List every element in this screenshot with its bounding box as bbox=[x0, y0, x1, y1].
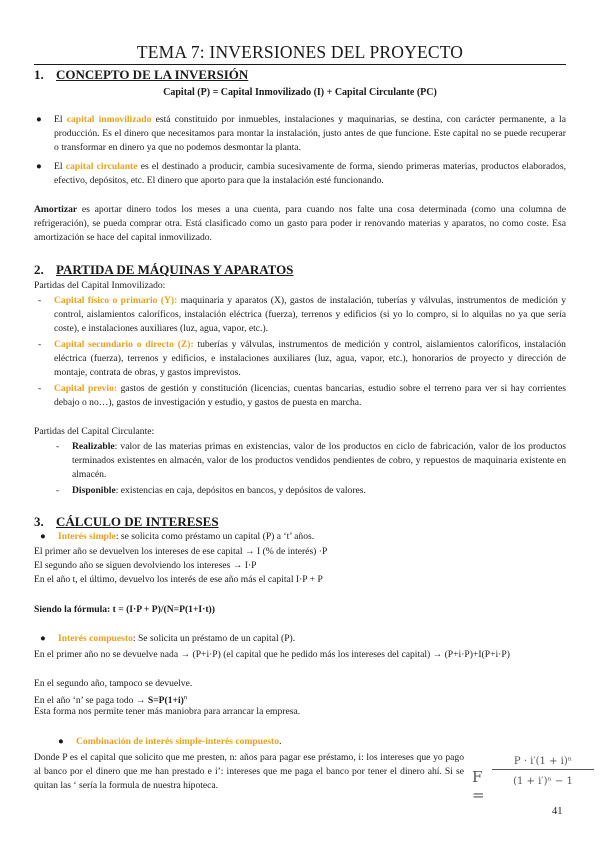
text: El bbox=[54, 161, 66, 172]
bullet-marker: ● bbox=[40, 633, 46, 644]
dash-marker: - bbox=[56, 441, 60, 452]
formula-denominator: (1 + i′)ⁿ − 1 bbox=[513, 776, 573, 787]
bullet-capital-circulante bbox=[36, 160, 566, 188]
item-capital-fisico bbox=[38, 294, 567, 337]
section-title: CÁLCULO DE INTERESES bbox=[56, 514, 219, 529]
text: En el año ‘n’ se paga todo → bbox=[34, 695, 148, 707]
highlight-term: Combinación de interés simple-interés compuesto bbox=[76, 736, 280, 747]
highlight-term: Capital físico o primario (Y): bbox=[54, 295, 178, 306]
highlight-term: capital circulante bbox=[65, 161, 138, 172]
formula-lhs: F = bbox=[472, 768, 485, 804]
bullet-text: es el destinado a producir, cambia sucesivamente de forma, siendo primeras materias, productos elaborados, efectivo, depósitos, etc. El dinero que aporto para que la instalación esté funcionando. bbox=[54, 161, 566, 187]
highlight-term: Interés compuesto bbox=[58, 633, 133, 644]
simple-line-2: El segundo año se siguen devolviendo los intereses → I·P bbox=[34, 560, 257, 571]
section-2-heading bbox=[34, 262, 293, 278]
formula-simple: Siendo la fórmula: t = (I·P + P)/(N=P(1+I·t)) bbox=[34, 604, 215, 615]
section-number: 1. bbox=[34, 67, 44, 82]
bold-term: Realizable bbox=[72, 441, 115, 452]
compuesto-line-2: En el segundo año, tampoco se devuelve. bbox=[34, 678, 193, 689]
item-disponible bbox=[56, 484, 566, 498]
section-3-heading bbox=[34, 514, 219, 530]
item-text: : existencias en caja, depósitos en bancos, y depósitos de valores. bbox=[115, 485, 366, 496]
compuesto-line-1: En el primer año no se devuelve nada → (P+i·P) (el capital que he pedido más los intereses del capital) → (P+i·P)+I(P+i·P) bbox=[34, 649, 510, 660]
item-text: : valor de las materias primas en existencias, valor de los productos en ciclo de fabricación, valor de los productos terminados existentes en almacén, valor de los productos vendidos pendientes de cobro, y repuestos de maquinaria existente en almacén. bbox=[72, 441, 566, 481]
simple-line-1: El primer año se devuelven los intereses de ese capital → I (% de interés) ·P bbox=[34, 546, 328, 557]
simple-line-3: En el año t, el último, devuelvo los interés de ese año más el capital I·P + P bbox=[34, 574, 323, 585]
highlight-term: Capital secundario o directo (Z): bbox=[54, 339, 194, 350]
bullet-marker: ● bbox=[36, 114, 42, 125]
punct: . bbox=[279, 736, 282, 747]
paragraph-amortizar bbox=[34, 203, 566, 246]
bullet-text: : Se solicita un préstamo de un capital (P). bbox=[132, 633, 296, 644]
page-title: TEMA 7: INVERSIONES DEL PROYECTO bbox=[34, 42, 566, 65]
combinacion-text: Donde P es el capital que solicito que me presten, n: años para pagar ese préstamo, i: los intereses que yo pago al banco por el dinero que me han prestado e i’: intereses que me paga el banco por tener el dinero ahí. Si se quitan las ‘ sería la formula de nuestra hipoteca. bbox=[34, 752, 464, 792]
section-number: 3. bbox=[34, 514, 44, 529]
capital-formula: Capital (P) = Capital Inmovilizado (I) + Capital Circulante (PC) bbox=[163, 87, 437, 98]
item-capital-previo bbox=[38, 382, 566, 410]
section-title: CONCEPTO DE LA INVERSIÓN bbox=[56, 67, 249, 82]
dash-marker: - bbox=[38, 383, 42, 394]
item-realizable bbox=[56, 440, 566, 483]
highlight-term: Capital previo: bbox=[54, 383, 118, 394]
text: El bbox=[54, 114, 67, 125]
bullet-marker: ● bbox=[40, 531, 46, 542]
dash-marker: - bbox=[38, 339, 42, 350]
item-text: maquinaria y aparatos (X), gastos de instalación, tuberías y válvulas, instrumentos de medición y control, aislamientos caloríficos, instalación eléctrica (fuerza), terrenos y edificios (si yo lo compro, si lo alquilas no ya que sería coste), e instalaciones auxiliares (luz, agua, vapor, etc.). bbox=[54, 295, 567, 335]
formula-s: S=P(1+i) bbox=[147, 695, 184, 707]
bullet-interes-compuesto bbox=[40, 632, 566, 646]
item-capital-secundario bbox=[38, 338, 566, 381]
section-1-heading bbox=[34, 67, 248, 83]
bold-term: Disponible bbox=[72, 485, 116, 496]
section-title: PARTIDA DE MÁQUINAS Y APARATOS bbox=[56, 262, 294, 277]
bullet-marker: ● bbox=[58, 736, 64, 747]
exponent: n bbox=[183, 694, 188, 701]
compuesto-line-4: Esta forma nos permite tener más maniobra para arrancar la empresa. bbox=[34, 706, 301, 717]
dash-marker: - bbox=[56, 485, 60, 496]
bullet-text: está constituido por inmuebles, instalaciones y maquinarias, se destina, con carácter permanente, a la producción. Es el dinero que necesitamos para montar la instalación, justo antes de que funcione. Este capital no se puede recuperar o transformar en dinero ya que no podemos desmontar la planta. bbox=[54, 114, 566, 154]
highlight-term: Interés simple bbox=[58, 531, 116, 542]
page-number: 41 bbox=[552, 806, 563, 817]
item-text: tuberías y válvulas, instrumentos de medición y control, aislamientos caloríficos, instalación eléctrica (fuerza), terrenos y edificios, e instalaciones auxiliares (luz, agua, vapor, etc.), honorarios de proyecto y dirección de montaje, contrata de obras, y gastos imprevistos. bbox=[54, 339, 566, 379]
highlight-term: capital inmovilizado bbox=[66, 114, 152, 125]
item-text: gastos de gestión y constitución (licencias, cuentas bancarias, estudio sobre el terreno para ver si hay corrientes debajo o no…), gastos de investigación y estudio, y gastos de puesta en marcha. bbox=[54, 383, 566, 409]
paragraph-text: es aportar dinero todos los meses a una cuenta, para cuando nos falte una cosa determinada (como una columna de refrigeración), se pueda comprar otra. Está clasificado como un gasto para poder ir renovando materias y aparatos, no como coste. Esa amortización se hace del capital inmovilizado. bbox=[34, 204, 566, 244]
bullet-interes-simple bbox=[40, 530, 566, 544]
bullet-combinacion bbox=[58, 735, 566, 749]
bullet-capital-inmovilizado bbox=[36, 113, 566, 156]
formula-numerator: P · i′(1 + i)ⁿ bbox=[492, 756, 594, 770]
dash-marker: - bbox=[38, 295, 42, 306]
bold-term: Amortizar bbox=[34, 204, 78, 215]
section-number: 2. bbox=[34, 262, 44, 277]
intro-inmovilizado: Partidas del Capital Inmovilizado: bbox=[34, 280, 166, 291]
bullet-marker: ● bbox=[36, 161, 42, 172]
bullet-text: : se solicita como préstamo un capital (P) a ‘t’ años. bbox=[115, 531, 315, 542]
intro-circulante: Partidas del Capital Circulante: bbox=[34, 426, 155, 437]
